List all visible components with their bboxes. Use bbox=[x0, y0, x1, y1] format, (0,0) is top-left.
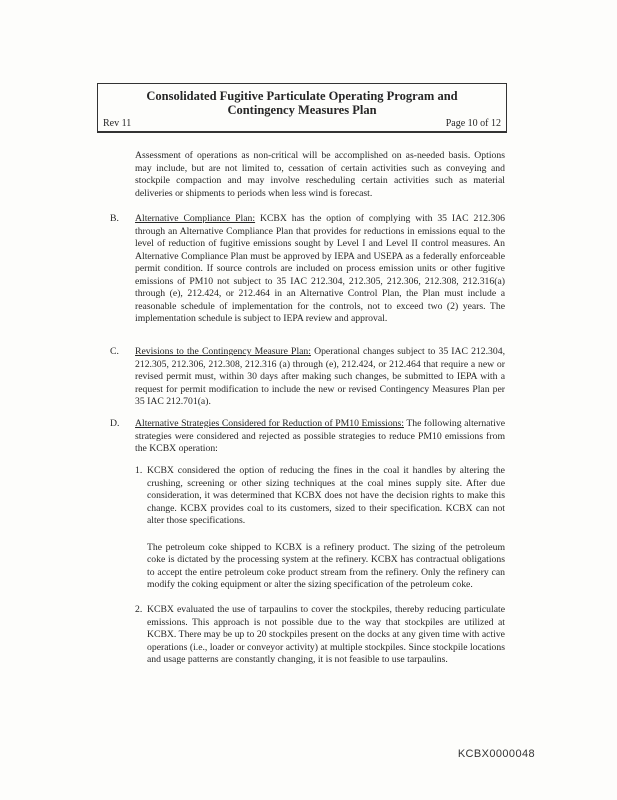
section-text bbox=[135, 346, 505, 409]
subitem-paragraph-1: KCBX evaluated the use of tarpaulins to cover the stockpiles, thereby reducing particulate emissions. This approach is not possible due to the way that stockpiles are utilized at KCBX. There may be up to 20 stockpiles present on the docks at any given time with active operations (i.e., loader or conveyor activity) at multiple stockpiles. Since stockpile locations and usage patterns are constantly changing, it is not feasible to use tarpaulins. bbox=[147, 604, 505, 665]
document-header bbox=[97, 83, 507, 133]
subitem-2 bbox=[135, 604, 505, 667]
section-heading: Alternative Strategies Considered for Reduction of PM10 Emissions: bbox=[135, 418, 404, 429]
bates-number: KCBX0000048 bbox=[457, 748, 535, 760]
subitem-paragraph-2: The petroleum coke shipped to KCBX is a refinery product. The sizing of the petroleum coke is dictated by the processing system at the refinery. KCBX has contractual obligations to accept the entire petroleum coke product stream from the refinery. Only the refinery can modify the coking equipment or alter the sizing specification of the petroleum coke. bbox=[147, 541, 505, 590]
section-c bbox=[110, 346, 505, 409]
section-letter: D. bbox=[110, 418, 120, 429]
page-number: Page 10 of 12 bbox=[445, 118, 501, 129]
section-body: The following alternative strategies were considered and rejected as possible strategies to reduce PM10 emissions from the KCBX operation: bbox=[135, 418, 505, 454]
section-body: KCBX has the option of complying with 35 IAC 212.306 through an Alternative Compliance Plan that provides for reductions in emissions equal to the level of reduction of fugitive emissions sought by Level I and Level II control measures. An Alternative Compliance Plan must be approved by IEPA and USEPA as a federally enforceable permit condition. If source controls are included on process emission units or other fugitive emissions of PM10 not subject to 35 IAC 212.304, 212.305, 212.306, 212.308, 212.316(a) through (e), 212.424, or 212.464 in an Alternative Control Plan, the Plan must include a reasonable schedule of implementation for the controls, not to exceed two (2) years. The implementation schedule is subject to IEPA review and approval. bbox=[135, 213, 505, 324]
subitem-paragraph-1: KCBX considered the option of reducing the fines in the coal it handles by altering the crushing, screening or other sizing techniques at the coal mines supply site. After due consideration, it was determined that KCBX does not have the decision rights to make this change. KCBX provides coal to its customers, sized to their specification. KCBX can not alter those specifications. bbox=[147, 465, 505, 526]
subitem-1 bbox=[135, 465, 505, 592]
section-heading: Alternative Compliance Plan: bbox=[135, 213, 256, 224]
document-title bbox=[98, 89, 506, 117]
section-text bbox=[135, 213, 505, 326]
section-heading: Revisions to the Contingency Measure Plan: bbox=[135, 346, 311, 357]
section-d bbox=[110, 418, 505, 456]
intro-paragraph: Assessment of operations as non-critical will be accomplished on as-needed basis. Options may include, but are not limited to, cessation of certain activities such as conveying and stockpile compaction and may involve rescheduling certain activities such as material deliveries or shipments to periods when less wind is forecast. bbox=[135, 150, 505, 199]
title-line-1: Consolidated Fugitive Particulate Operating Program and bbox=[146, 89, 458, 103]
subitem-number: 2. bbox=[135, 604, 143, 615]
section-letter: B. bbox=[110, 213, 119, 224]
section-b bbox=[110, 213, 505, 326]
section-letter: C. bbox=[110, 346, 119, 357]
subitem-number: 1. bbox=[135, 465, 143, 476]
title-line-2: Contingency Measures Plan bbox=[227, 103, 377, 117]
section-text bbox=[135, 418, 505, 456]
revision-label: Rev 11 bbox=[103, 118, 132, 129]
section-body: Operational changes subject to 35 IAC 212.304, 212.305, 212.306, 212.308, 212.316 (a) through (e), 212.424, or 212.464 that require a new or revised permit must, within 30 days after making such changes, be submitted to IEPA with a request for permit modification to include the new or revised Contingency Measures Plan per 35 IAC 212.701(a). bbox=[135, 346, 505, 407]
